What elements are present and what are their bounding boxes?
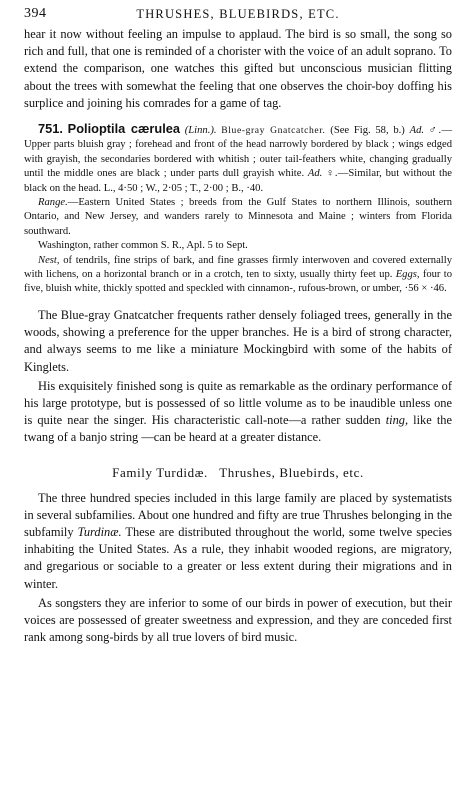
- family-label: Family: [112, 464, 157, 480]
- family-text-b: These are distributed throughout the world, some twelve species inhabiting the United States. As a rule, they inhabit wooded regions, are migratory, and gregarious or sociable to a greater or less extent during their migrations and in winter.: [24, 524, 452, 591]
- species-authority: (Linn.).: [184, 125, 217, 137]
- family-common-name: Thrushes, Bluebirds, etc.: [219, 464, 364, 480]
- song-text-b: like the twang of a banjo string —can be heard at a greater distance.: [24, 413, 452, 445]
- intro-paragraph: hear it now without feeling an impulse to applaud. The bird is so small, the song so rich and full, that one is reminded of a chorister with the voice of an adult soprano. To extend the comparison, one watches this gifted but unconscious musician flitting about the trees with somewhat the feeling that one observes the choir-boy doffing his surplice and joining his comrades for a game of tag.: [24, 27, 452, 110]
- species-account: [24, 122, 452, 297]
- nest-entry: [24, 254, 452, 297]
- body-paragraph-songsters: As songsters they are inferior to some of our birds in power of execution, but their voices are possessed of greater sweetness and expression, and they are conceded first rank among song-birds by all true lovers of bird music.: [24, 595, 452, 645]
- species-number: 751.: [38, 121, 63, 137]
- adult-male-label: Ad. ♂.: [409, 125, 442, 137]
- nest-text: of tendrils, fine strips of bark, and fine grasses firmly interwoven and covered externally with lichens, on a horizontal branch or in a crotch, ten to sixty, usually thirty feet up.: [24, 254, 452, 281]
- range-label: Range.: [38, 197, 68, 209]
- running-head: THRUSHES, BLUEBIRDS, ETC.: [136, 7, 340, 21]
- eggs-text: four to five, bluish white, thickly spotted and speckled with cinnamon-, rufous-brown, or umber, ·56 × ·46.: [24, 269, 452, 295]
- adult-female-desc: —Similar, but without the black on the head. L., 4·50 ; W., 2·05 ; T., 2·00 ; B., ·40.: [24, 168, 452, 194]
- range-entry: [24, 196, 452, 239]
- page-number: 394: [24, 6, 47, 21]
- adult-female-label: Ad. ♀.: [307, 168, 338, 180]
- species-entry: [24, 122, 452, 196]
- species-name: Polioptila cærulea: [67, 121, 180, 137]
- body-paragraph-habits: The Blue-gray Gnatcatcher frequents rather densely foliaged trees, generally in the woods, showing a preference for the upper branches. He is a bird of strong character, and always seems to me like a miniature Mockingbird with some of the habits of Kinglets.: [24, 307, 452, 374]
- range-text: —Eastern United States ; breeds from the Gulf States to northern Illinois, southern Ontario, and New Jersey, and wanders rarely to Minnesota and Maine ; winters from Florida southward.: [24, 197, 452, 237]
- song-call-note: ting,: [385, 413, 409, 428]
- subfamily-name: Turdinæ.: [77, 524, 122, 539]
- page-header: [24, 6, 452, 26]
- nest-label: Nest,: [38, 254, 60, 266]
- body-paragraph-song: [24, 378, 452, 447]
- washington-entry: Washington, rather common S. R., Apl. 5 to Sept.: [38, 240, 248, 252]
- family-heading: [24, 465, 452, 481]
- body-paragraph-family: [24, 490, 452, 593]
- eggs-label: Eggs,: [395, 269, 420, 281]
- family-text-a: The three hundred species included in this large family are placed by systematists in several subfamilies. About one hundred and fifty are true Thrushes belonging in the subfamily: [24, 490, 452, 539]
- common-name: Blue-gray Gnatcatcher.: [221, 125, 326, 137]
- song-text-a: His exquisitely finished song is quite as remarkable as the ordinary performance of his large prototype, but is possessed of so little volume as to be inaudible unless one is quite near the singer. His characteristic call-note—a rather sudden: [24, 378, 452, 428]
- adult-male-desc: —Upper parts bluish gray ; forehead and front of the head narrowly bordered by black ; wings edged with grayish, the secondaries bordered with whitish ; outer tail-feathers white, changing gradually until the middle ones are black ; under parts dull grayish white.: [24, 125, 453, 180]
- figure-ref: (See Fig. 58, b.): [330, 125, 405, 137]
- family-name: Turdidæ.: [156, 464, 208, 480]
